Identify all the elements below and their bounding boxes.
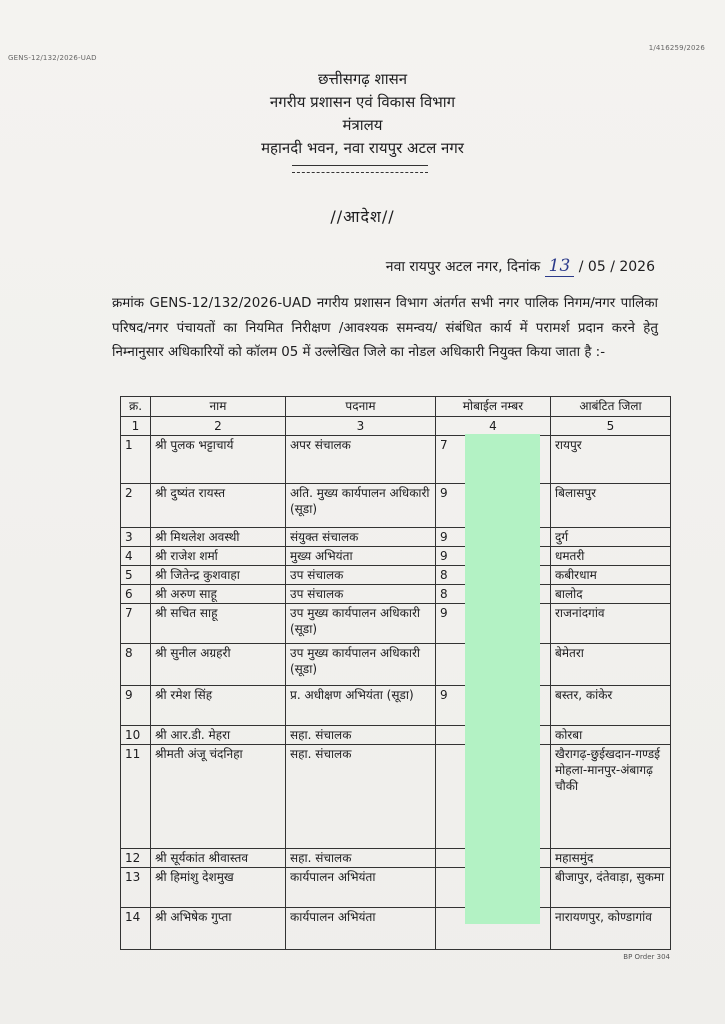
header-serial: क्र. xyxy=(121,397,151,417)
cell-designation: उप मुख्य कार्यपालन अधिकारी (सूडा) xyxy=(286,604,436,644)
cell-name: श्री अभिषेक गुप्ता xyxy=(151,908,286,950)
table-row xyxy=(121,849,671,868)
order-title: //आदेश// xyxy=(330,207,395,226)
cell-serial: 7 xyxy=(121,604,151,644)
cell-mobile: 9 xyxy=(436,528,551,547)
col-number: 1 xyxy=(121,417,151,436)
cell-name: श्री आर.डी. मेहरा xyxy=(151,726,286,745)
header-name: नाम xyxy=(151,397,286,417)
cell-designation: मुख्य अभियंता xyxy=(286,547,436,566)
cell-serial: 6 xyxy=(121,585,151,604)
cell-serial: 2 xyxy=(121,484,151,528)
cell-district: राजनांदगांव xyxy=(551,604,671,644)
cell-designation: अपर संचालक xyxy=(286,436,436,484)
cell-designation: संयुक्त संचालक xyxy=(286,528,436,547)
cell-district: बेमेतरा xyxy=(551,644,671,686)
cell-designation: उप मुख्य कार्यपालन अधिकारी (सूडा) xyxy=(286,644,436,686)
cell-name: श्री राजेश शर्मा xyxy=(151,547,286,566)
cell-district: नारायणपुर, कोण्डागांव xyxy=(551,908,671,950)
cell-name: श्री सूर्यकांत श्रीवास्तव xyxy=(151,849,286,868)
table-row xyxy=(121,436,671,484)
table-row xyxy=(121,644,671,686)
col-number: 5 xyxy=(551,417,671,436)
table-row xyxy=(121,528,671,547)
reference-top-left: GENS-12/132/2026-UAD xyxy=(8,54,97,62)
col-number: 4 xyxy=(436,417,551,436)
header-mobile: मोबाईल नम्बर xyxy=(436,397,551,417)
cell-district: महासमुंद xyxy=(551,849,671,868)
header-government: छत्तीसगढ़ शासन xyxy=(317,70,408,88)
cell-district: बीजापुर, दंतेवाड़ा, सुकमा xyxy=(551,868,671,908)
cell-district: दुर्ग xyxy=(551,528,671,547)
cell-mobile: 8 xyxy=(436,566,551,585)
date-prefix: नवा रायपुर अटल नगर, दिनांक xyxy=(385,259,541,275)
table-row xyxy=(121,686,671,726)
cell-name: श्री दुष्यंत रायस्त xyxy=(151,484,286,528)
cell-district: बालोद xyxy=(551,585,671,604)
cell-designation: सहा. संचालक xyxy=(286,726,436,745)
cell-name: श्री सुनील अग्रहरी xyxy=(151,644,286,686)
cell-designation: उप संचालक xyxy=(286,585,436,604)
date-day-handwritten: 13 xyxy=(545,256,575,277)
header-underline xyxy=(292,165,428,173)
cell-serial: 8 xyxy=(121,644,151,686)
cell-name: श्री सचित साहू xyxy=(151,604,286,644)
cell-name: श्री जितेन्द्र कुशवाहा xyxy=(151,566,286,585)
cell-serial: 13 xyxy=(121,868,151,908)
cell-designation: सहा. संचालक xyxy=(286,849,436,868)
table-header-row xyxy=(121,397,671,417)
cell-mobile: 7 xyxy=(436,436,551,484)
table-row xyxy=(121,868,671,908)
cell-name: श्री अरुण साहू xyxy=(151,585,286,604)
nodal-officers-table xyxy=(120,396,671,950)
table-row xyxy=(121,547,671,566)
order-body-text: क्रमांक GENS-12/132/2026-UAD नगरीय प्रशासन विभाग अंतर्गत सभी नगर पालिक निगम/नगर पालिका परिषद/नगर पंचायतों का नियमित निरीक्षण /आवश्यक समन्वय/ संबंधित कार्य में परामर्श प्रदान करने हेतु निम्नानुसार अधिकारियों को कॉलम 05 में उल्लेखित जिले का नोडल अधिकारी नियुक्त किया जाता है :- xyxy=(112,296,658,360)
footer-code: BP Order 304 xyxy=(623,953,670,961)
cell-mobile: 9 xyxy=(436,484,551,528)
table-row xyxy=(121,745,671,849)
cell-name: श्री हिमांशु देशमुख xyxy=(151,868,286,908)
cell-serial: 14 xyxy=(121,908,151,950)
cell-designation: सहा. संचालक xyxy=(286,745,436,849)
cell-designation: कार्यपालन अभियंता xyxy=(286,868,436,908)
cell-designation: कार्यपालन अभियंता xyxy=(286,908,436,950)
table-row xyxy=(121,484,671,528)
cell-mobile: 8 xyxy=(436,585,551,604)
header-district: आबंटित जिला xyxy=(551,397,671,417)
cell-district: कबीरधाम xyxy=(551,566,671,585)
cell-name: श्री रमेश सिंह xyxy=(151,686,286,726)
cell-serial: 4 xyxy=(121,547,151,566)
table-row xyxy=(121,604,671,644)
table-row xyxy=(121,566,671,585)
cell-mobile: 9 xyxy=(436,604,551,644)
cell-serial: 10 xyxy=(121,726,151,745)
cell-name: श्री मिथलेश अवस्थी xyxy=(151,528,286,547)
mobile-redaction-overlay xyxy=(465,434,540,924)
reference-top-right: 1/416259/2026 xyxy=(648,44,705,52)
table-row xyxy=(121,908,671,950)
header-designation: पदनाम xyxy=(286,397,436,417)
cell-district: रायपुर xyxy=(551,436,671,484)
cell-serial: 1 xyxy=(121,436,151,484)
date-rest: / 05 / 2026 xyxy=(578,259,655,275)
cell-district: धमतरी xyxy=(551,547,671,566)
col-number: 3 xyxy=(286,417,436,436)
table-column-number-row xyxy=(121,417,671,436)
date-line xyxy=(386,256,655,276)
header-ministry: मंत्रालय xyxy=(342,116,383,134)
col-number: 2 xyxy=(151,417,286,436)
cell-name: श्रीमती अंजू चंदनिहा xyxy=(151,745,286,849)
table-row xyxy=(121,585,671,604)
cell-name: श्री पुलक भट्टाचार्य xyxy=(151,436,286,484)
cell-serial: 3 xyxy=(121,528,151,547)
cell-designation: अति. मुख्य कार्यपालन अधिकारी (सूडा) xyxy=(286,484,436,528)
cell-serial: 12 xyxy=(121,849,151,868)
table-row xyxy=(121,726,671,745)
cell-serial: 11 xyxy=(121,745,151,849)
cell-district: बिलासपुर xyxy=(551,484,671,528)
cell-district: बस्तर, कांकेर xyxy=(551,686,671,726)
cell-district: खैरागढ़-छुईखदान-गण्डई मोहला-मानपुर-अंबागढ़ चौकी xyxy=(551,745,671,849)
cell-mobile: 9 xyxy=(436,547,551,566)
cell-mobile: 9 xyxy=(436,686,551,726)
cell-serial: 9 xyxy=(121,686,151,726)
cell-designation: उप संचालक xyxy=(286,566,436,585)
cell-district: कोरबा xyxy=(551,726,671,745)
cell-serial: 5 xyxy=(121,566,151,585)
header-address: महानदी भवन, नवा रायपुर अटल नगर xyxy=(261,139,464,157)
header-department: नगरीय प्रशासन एवं विकास विभाग xyxy=(269,93,456,111)
cell-designation: प्र. अधीक्षण अभियंता (सूडा) xyxy=(286,686,436,726)
